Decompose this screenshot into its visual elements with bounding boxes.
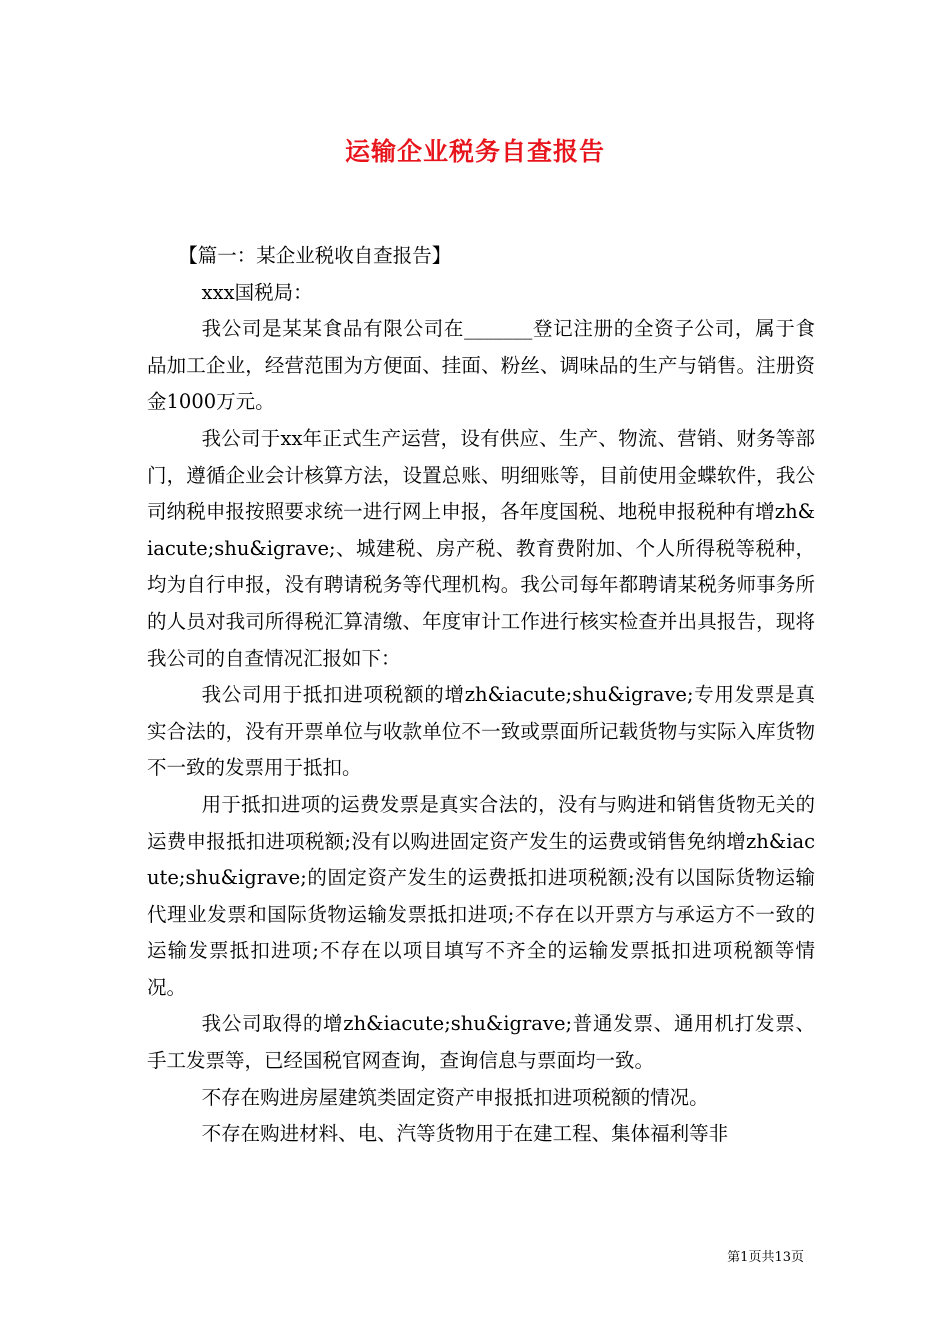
paragraph-vat-invoices: 我公司用于抵扣进项税额的增zh&iacute;shu&igrave;专用发票是真实合法的，没有开票单位与收款单位不一致或票面所记载货物与实际入库货物不一致的发票用于抵扣。 [147,683,815,780]
paragraph-freight-invoices: 用于抵扣进项的运费发票是真实合法的，没有与购进和销售货物无关的运费申报抵扣进项税额;没有以购进固定资产发生的运费或销售免纳增zh&iacute;shu&igrave;的固定资产发生的运费抵扣进项税额;没有以国际货物运输代理业发票和国际货物运输发票抵扣进项;不存在以开票方与承运方不一致的运输发票抵扣进项;不存在以项目填写不齐全的运输发票抵扣进项税额等情况。 [147,792,815,999]
salutation: xxx国税局： [201,280,313,304]
document-body [147,238,815,1153]
section-heading: 【篇一：某企业税收自查报告】 [178,244,452,267]
paragraph-fixed-assets: 不存在购进房屋建筑类固定资产申报抵扣进项税额的情况。 [201,1085,709,1109]
paragraph-operations: 我公司于xx年正式生产运营，设有供应、生产、物流、营销、财务等部门，遵循企业会计核算方法，设置总账、明细账等，目前使用金蝶软件，我公司纳税申报按照要求统一进行网上申报，各年度国税、地税申报税种有增zh&iacute;shu&igrave;、城建税、房产税、教育费附加、个人所得税等税种，均为自行申报，没有聘请税务等代理机构。我公司每年都聘请某税务师事务所的人员对我司所得税汇算清缴、年度审计工作进行核实检查并出具报告，现将我公司的自查情况汇报如下： [147,426,815,670]
page-number: 第1页共13页 [727,1250,804,1265]
document-title: 运输企业税务自查报告 [344,137,605,166]
paragraph-materials: 不存在购进材料、电、汽等货物用于在建工程、集体福利等非 [201,1122,729,1146]
paragraph-company-intro: 我公司是某某食品有限公司在_______登记注册的全资子公司，属于食品加工企业，经营范围为方便面、挂面、粉丝、调味品的生产与销售。注册资金1000万元。 [147,317,815,414]
paragraph-ordinary-invoices: 我公司取得的增zh&iacute;shu&igrave;普通发票、通用机打发票、手工发票等，已经国税官网查询，查询信息与票面均一致。 [147,1012,815,1073]
